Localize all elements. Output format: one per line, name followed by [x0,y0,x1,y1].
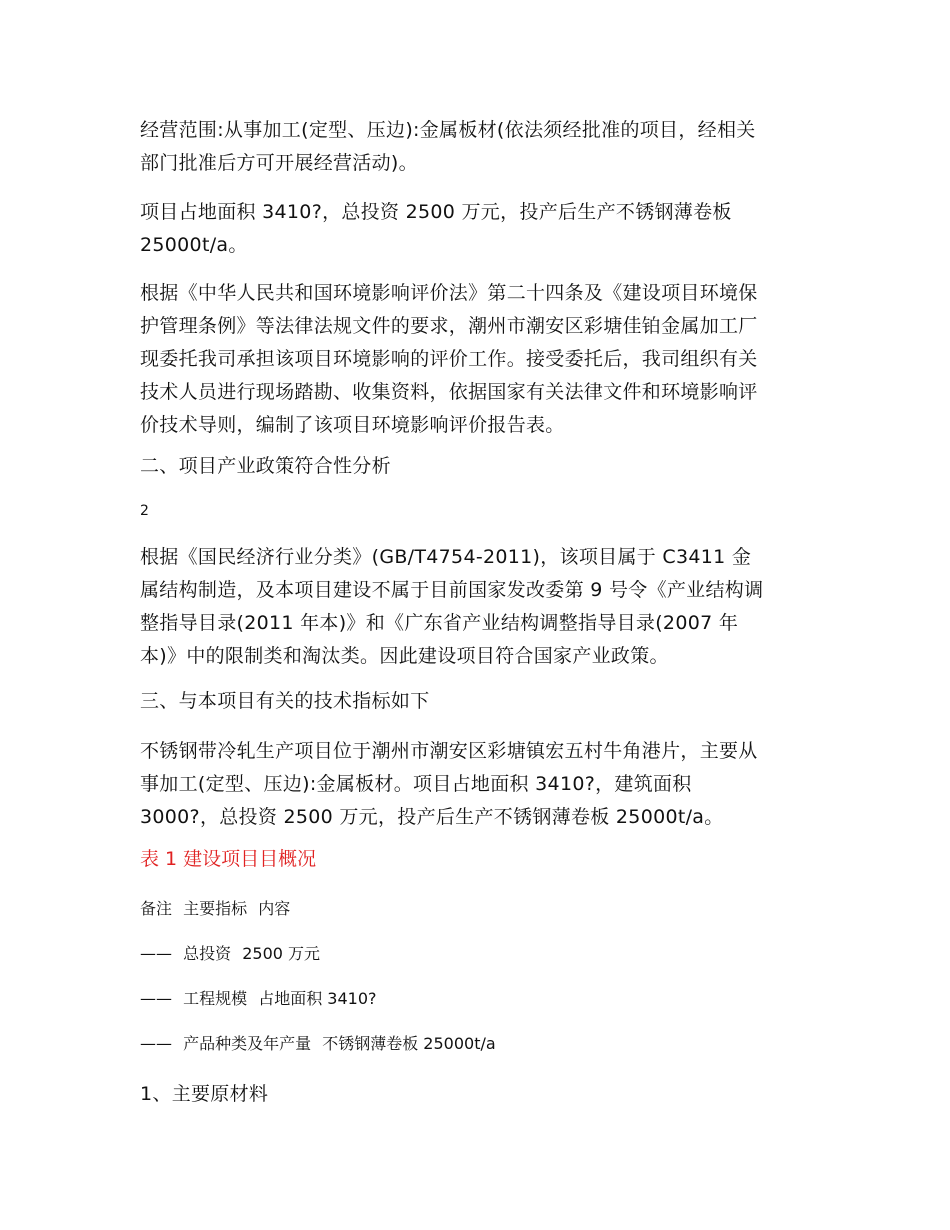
table-cell: —— [140,989,172,1008]
text-line: 属结构制造，及本项目建设不属于目前国家发改委第 9 号令《产业结构调 [140,579,764,601]
project-description-paragraph [140,735,820,834]
table-cell: —— [140,1034,172,1053]
table-header-row [140,897,296,921]
table-header-cell: 主要指标 [183,899,248,918]
table-row [140,987,383,1011]
table-row [140,1032,502,1056]
text-line: 25000t/a。 [140,234,248,256]
text-line: 经营范围:从事加工(定型、压边):金属板材(依法须经批准的项目，经相关 [140,119,756,141]
text-line: 本)》中的限制类和淘汰类。因此建设项目符合国家产业政策。 [140,645,669,667]
text-line: 部门批准后方可开展经营活动)。 [140,152,418,174]
text-line: 技术人员进行现场踏勘、收集资料，依据国家有关法律文件和环境影响评 [140,381,758,403]
table-cell: 工程规模 [183,989,248,1008]
text-line: 根据《国民经济行业分类》(GB/T4754-2011)，该项目属于 C3411 金 [140,546,752,568]
table-cell: 2500 万元 [242,944,321,963]
business-scope-paragraph [140,114,820,180]
text-line: 事加工(定型、压边):金属板材。项目占地面积 3410?，建筑面积 [140,773,692,795]
table-cell: —— [140,944,172,963]
evaluation-basis-paragraph [140,277,820,442]
table-header-cell: 内容 [258,899,291,918]
table-cell: 总投资 [183,944,232,963]
project-area-paragraph [140,196,820,262]
table-row [140,942,326,966]
text-line: 现委托我司承担该项目环境影响的评价工作。接受委托后，我司组织有关 [140,348,758,370]
text-line: 项目占地面积 3410?，总投资 2500 万元，投产后生产不锈钢薄卷板 [140,201,732,223]
text-line: 整指导目录(2011 年本)》和《广东省产业结构调整指导目录(2007 年 [140,612,739,634]
text-line: 护管理条例》等法律法规文件的要求，潮州市潮安区彩塘佳铂金属加工厂 [140,315,758,337]
table-cell: 产品种类及年产量 [183,1034,312,1053]
table-cell: 不锈钢薄卷板 25000t/a [322,1034,496,1053]
industry-policy-paragraph [140,541,820,673]
table-cell: 占地面积 3410? [258,989,377,1008]
section-heading-technical-indicators: 三、与本项目有关的技术指标如下 [140,690,430,712]
text-line: 价技术导则，编制了该项目环境影响评价报告表。 [140,414,565,436]
text-line: 根据《中华人民共和国环境影响评价法》第二十四条及《建设项目环境保 [140,282,758,304]
table-header-cell: 备注 [140,899,173,918]
table-title: 表 1 建设项目目概况 [140,848,317,870]
section-heading-policy: 二、项目产业政策符合性分析 [140,455,391,477]
page-number: 2 [140,503,149,519]
text-line: 3000?，总投资 2500 万元，投产后生产不锈钢薄卷板 25000t/a。 [140,806,724,828]
text-line: 不锈钢带冷轧生产项目位于潮州市潮安区彩塘镇宏五村牛角港片，主要从 [140,740,758,762]
subheading-main-materials: 1、主要原材料 [140,1083,269,1105]
